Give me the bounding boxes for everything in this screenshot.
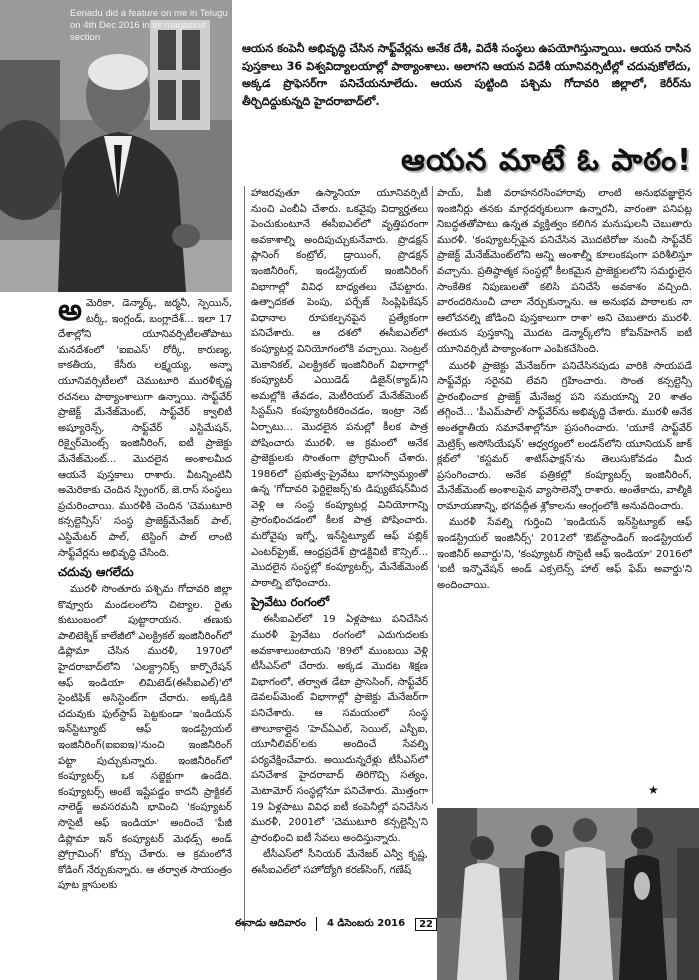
article-column-3 [437, 186, 692, 798]
subheading-education: చదువు ఆగలేదు [58, 565, 134, 580]
magazine-name: ఈనాడు ఆదివారం [234, 918, 306, 929]
article-column-1 [58, 296, 232, 926]
intro-text: ఆయన కంపెనీ అభివృద్ధి చేసిన సాఫ్ట్‌వేర్లను అనేక దేశీ, విదేశీ సంస్థలు ఉపయోగిస్తున్నాయి. ఆయన రాసిన పుస్తకాలు 36 విశ్వవిద్యాలయాల్లో పాఠ్యాంశాలు. అలాగని ఆయన విదేశీ యూనివర్సిటీల్లో చదువుకోలేదు, అక్కడ ప్రొఫెసర్‌గా పనిచేయనూలేదు. ఆయన పుట్టింది పశ్చిమ గోదావరి జిల్లాలో, కెరీర్‌ను తీర్చిదిద్దుకున్నది హైదరాబాద్‌లో. [242, 42, 692, 108]
hero-photo [0, 0, 232, 292]
col1-paragraph-1-text: మెరికా, డెన్మార్క్, జర్మనీ, స్పెయిన్, టర్కీ, ఇంగ్లండ్, బంగ్లాదేశ్... ఇలా 17 దేశాల్లోని యూనివర్సిటీలతోపాటు మనదేశంలో 'ఐఐఎస్' రోర్కీ, కారుణ్య, కాకతీయ, కేసీరు లక్ష్మయ్య, అన్నా యూనివర్సిటీలలో చెముటూరి మురళీకృష్ణ రచనలు పాఠ్యాంశాలుగా ఉన్నాయి. సాఫ్ట్‌వేర్ ప్రాజెక్ట్ మేనేజ్‌మెంట్, సాఫ్ట్‌వేర్ క్వాలిటీ అష్యూరెన్స్, సాఫ్ట్‌వేర్ ఎస్టిమేషన్, రిక్వైర్‌మెంట్స్ ఇంజినీరింగ్, ఐటీ ప్రాజెక్టు మేనేజ్‌మెంట్... మొదలైన అంశాలమీద ఆయనే పుస్తకాలు రాశారు. వీటన్నింటినీ అమెరికాకు చెందిన స్ప్రింగర్, జె.రాస్ సంస్థలు ప్రచురించాయి. మురళీకి చెందిన 'చెముటూరి కన్సల్టెన్సీస్' సంస్థ ప్రాజెక్ట్‌మేనేజర్ పాల్, ఎస్టిమేటర్ పాల్, టెస్టింగ్ పాల్ లాంటి సాఫ్ట్‌వేర్లను అభివృద్ధి చేసింది. [58, 298, 232, 559]
footer-separator [316, 917, 317, 931]
page-footer [232, 914, 437, 934]
award-ceremony-illustration [437, 808, 699, 980]
col2-paragraph-1: హాజరవుతూ ఉస్మానియా యూనివర్సిటీ నుంచి ఎంబీఏ చేశారు. ఒకవైపు విద్యార్హతలు పెంచుకుంటూనే ఈసీఐఎల్‌లో వృత్తిపరంగా అవకాశాల్ని అందిపుచ్చుకునేవారు. ప్రొడక్షన్ ప్లానింగ్ కంట్రోల్, డ్రాయింగ్, ప్రొడక్షన్ ఇంజినీరింగ్, ఇండస్ట్రియల్ ఇంజినీరింగ్ విభాగాల్లో వివిధ బాధ్యతలు చేపట్టారు. ఉత్పాదకత పెంపు, పర్చేజ్ సింప్లిఫికేషన్ విధానాల రూపకల్పనపైన ప్రత్యేకంగా పనిచేశారు. ఆ దశలో ఈసీఐఎల్‌లో కంప్యూటర్ల వినియోగంలోకి వచ్చాయి. సెంట్రల్ మెకానికల్, ఎలక్ట్రికల్ ఇంజినీరింగ్ విభాగాల్లో కంప్యూటర్ ఎయిడెడ్ డిజైన్(క్యాడ్)ని అమల్లోకి తేవడం, మెటీరియల్ మేనేజ్‌మెంట్ సిస్టమ్‌ని కంప్యూటరీకరించడం, ఇంట్రా నెట్ ఏర్పాటు... మొదలైన పనుల్లో కీలక పాత్ర పోషించారు మురళీ. ఆ క్రమంలో అనేక ప్రాజెక్టులకు సొంతంగా ప్రోగ్రామింగ్ చేశారు. 1986లో ప్రభుత్వ-ప్రైవేటు భాగస్వామ్యంతో ఉన్న 'గోదావరి ఫెర్టిలైజర్స్'కు డిప్యుటేషన్‌మీద వెళ్లి ఆ సంస్థ కంప్యూటర్ల వినియోగాన్ని ప్రారంభించడంలో కీలక పాత్ర పోషించారు. మరోవైపు ఇగ్నో, ఇన్‌స్టిట్యూట్ ఆఫ్ పబ్లిక్ ఎంటర్‌ప్రైజ్, ఆంధ్రప్రదేశ్ ప్రొడక్టివిటీ కౌన్సిల్... మొదలైన సంస్థల్లో కంప్యూటర్స్, మేనేజ్‌మెంట్ పాఠాల్ని బోధించారు. [251, 188, 428, 589]
column-divider [244, 186, 245, 931]
headline: ఆయన మాటే ఓ పాఠం! [401, 143, 692, 178]
col3-paragraph-2: మురళీ ప్రాజెక్టు మేనేజర్‌గా పనిచేసినపుడు వారికి సాయపడే సాఫ్ట్‌వేర్లు సరైనవి లేవని గ్రహించారు. సొంత కన్సల్టెన్సీ ప్రారంభించాక ప్రాజెక్ట్ మేనేజర్ల పని సమయాన్ని 20 శాతం తగ్గించే... 'పీఎమ్‌పాల్' సాఫ్ట్‌వేర్‌ను అభివృద్ధి చేశారు. మురళీ అనేక అంతర్జాతీయ సమావేశాల్లోనూ ప్రసంగించారు. 'యూకే సాఫ్ట్‌వేర్ మెట్రిక్స్ అసోసియేషన్' ఆధ్వర్యంలో లండన్‌లోని యూనియన్ జాక్ క్లబ్‌లో 'కస్టమర్ శాటిస్‌ఫాక్షన్'ను తెలుసుకోవడం మీద ప్రసంగించారు. అనేక పత్రికల్లో కంప్యూటర్స్ ఇంజినీరింగ్, మేనేజ్‌మెంట్ అంశాలపైన వ్యాసాలెన్నో రాశారు. అంతేకాదు, వాల్మీకి రామాయణాన్ని, భగవద్గీత శ్లోకాలను ఆంగ్లంలోకి అనువదించారు. [437, 360, 692, 512]
col3-paragraph-1: పాయ్, పీజీ వరాహనరసింహారావు లాంటి అనుభవజ్ఞులైన ఇంజినీర్లు తనకు మార్గదర్శకులుగా ఉన్నారనీ, వారంతా పనిపట్ల నిబద్ధతతోపాటు ఉన్నత వ్యక్తిత్వం కలిగిన మనుషులనీ చెబుతారు మురళీ. 'కంప్యూటర్స్‌పైన పనిచేసిన మొదటిరోజు నుంచీ సాఫ్ట్‌వేర్ ప్రాజెక్ట్ మేనేజ్‌మెంట్‌లోని అన్ని అంశాల్నీ కూలంకషంగా పరిశీలిస్తూ వచ్చాను. ప్రతిష్ఠాత్మక సంస్థల్లో కీలకమైన ప్రాజెక్టులలోని సమర్థులైన సాంకేతిక నిపుణులతో కలిసి పనిచేసే అవకాశం వచ్చింది. వారందరినుంచీ చాలా నేర్చుకున్నాను. ఆ అనుభవ పాఠాలకు నా ఆలోచనల్ని జోడించి పుస్తకాలుగా రాశా' అని చెబుతారు మురళీ. ఈయన పుస్తకాన్ని మొదట డెన్మార్క్‌లోని కోపెన్‌హెగెన్ ఐటీ యూనివర్సిటీ పాఠ్యాంశంగా ఎంపికచేసింది. [437, 188, 692, 355]
col1-paragraph-2: మురళీ సొంతూరు పశ్చిమ గోదావరి జిల్లా కొవ్వూరు మండలంలోని చిట్యాల. రైతు కుటుంబంలో పుట్టారాయన. తణుకు పాలిటెక్నిక్ కాలేజీలో ఎలక్ట్రికల్ ఇంజినీరింగ్‌లో డిప్లొమా చేసిన మురళీ, 1970లో హైదరాబాద్‌లోని 'ఎలక్ట్రానిక్స్ కార్పొరేషన్ ఆఫ్ ఇండియా లిమిటెడ్(ఈసీఐఎల్)'లో సైంటిఫిక్ అసిస్టెంట్‌గా చేరారు. అక్కడికి చదువుకు ఫుల్‌స్టాప్ పెట్టకుండా 'ఇండియన్ ఇన్‌స్టిట్యూట్ ఆఫ్ ఇండస్ట్రియల్ ఇంజినీరింగ్(ఐఐఐఇ)'నుంచి ఇంజినీరింగ్ పట్టా పుచ్చుకున్నారు. ఇంజినీరింగ్‌లో కంప్యూటర్స్ ఒక సబ్జెక్టుగా ఉండేది. కంప్యూటర్స్ అంటే ఇష్టేపడ్డం కాదనీ ప్రాక్టికల్ నాలెడ్జ్ అవసరమనీ భావించి 'కంప్యూటర్ సొసైటీ ఆఫ్ ఇండియా' అందించే 'పీజీ డిప్లొమా ఇన్ కంప్యూటర్ మెథడ్స్ అండ్ ప్రోగ్రామింగ్' కోర్సు చేశారు. ఆ క్రమంలోనే కోడింగ్ నేర్చుకున్నారు. ఆ తర్వాత సాయంత్రం పూట క్లాసులకు [58, 584, 232, 892]
page-number: 22 [415, 918, 437, 931]
col2-paragraph-2: ఈసీఐఎల్‌లో 19 ఏళ్లపాటు పనిచేసిన మురళీ ప్రైవేటు రంగంలో ఎదుగుదలకు అవకాశాలుంటాయని '89లో ముంబయి వెళ్లి టీసీఎస్‌లో చేరారు. అక్కడ మొదట శిక్షణ విభాగంలో, తర్వాత డేటా ప్రాసెసింగ్, సాఫ్ట్‌వేర్ డెవలప్‌మెంట్ విభాగాల్లో ప్రాజెక్టు మేనేజర్‌గా పనిచేశారు. ఆ సమయంలో సంస్థ తాలూకాల్లైన 'హెచ్ఏఎల్, సెయిల్, ఎస్బీఐ, యూనీలివర్'లకు అందించే సేవల్ని పర్యవేక్షించేవారు. అయిదున్నరేళ్లు టీసీఎస్‌లో పనిచేశాక హైదరాబాద్ తిరిగొచ్చి సత్యం, మెటామోర్ సంస్థల్లోనూ పనిచేశారు. మొత్తంగా 19 ఏళ్లపాటు వివిధ ఐటీ కంపెనీల్లో పనిచేసిన మురళీ, 2001లో 'చెముటూరి కన్సల్టెన్సీ'ని ప్రారంభించి ఐటీ సేవలు అందిస్తున్నారు. [251, 614, 428, 844]
column-divider [432, 186, 433, 804]
issue-date: 4 డిసెంబరు 2016 [326, 918, 406, 929]
photo-caption: Eenadu did a feature on me in Telugu on 4th Dec 2016 in its magazine section [70, 8, 228, 43]
col1-paragraph-1 [58, 296, 232, 561]
dropcap: అ [58, 296, 82, 328]
col3-paragraph-3: మురళీ సేవల్ని గుర్తించి 'ఇండియన్ ఇన్‌స్టిట్యూట్ ఆఫ్ ఇండస్ట్రియల్ ఇంజినీర్స్' 2012లో 'ఔట్‌స్టాండింగ్ ఇండస్ట్రియల్ ఇంజినీర్ అవార్డు'ని, 'కంప్యూటర్ సొసైటీ ఆఫ్ ఇండియా' 2016లో 'ఐటీ ఇన్నొవేషన్ అండ్ ఎక్సలెన్స్ హాల్ ఆఫ్ ఫేమ్ అవార్డు'ని అందించాయి. [437, 517, 692, 591]
end-mark-icon: ★ [648, 783, 659, 797]
col2-paragraph-3: టీసీఎస్‌లో సీనియర్ మేనేజర్ ఎన్వీ కృష్ణ, ఈసీఐఎల్‌లో సహోద్యోగి కరణ్‌సింగ్, గణేష్ [251, 849, 428, 876]
article-column-2 [251, 186, 428, 931]
award-event-photo [437, 808, 699, 980]
subheading-private-sector: ప్రైవేటు రంగంలో [251, 595, 330, 610]
